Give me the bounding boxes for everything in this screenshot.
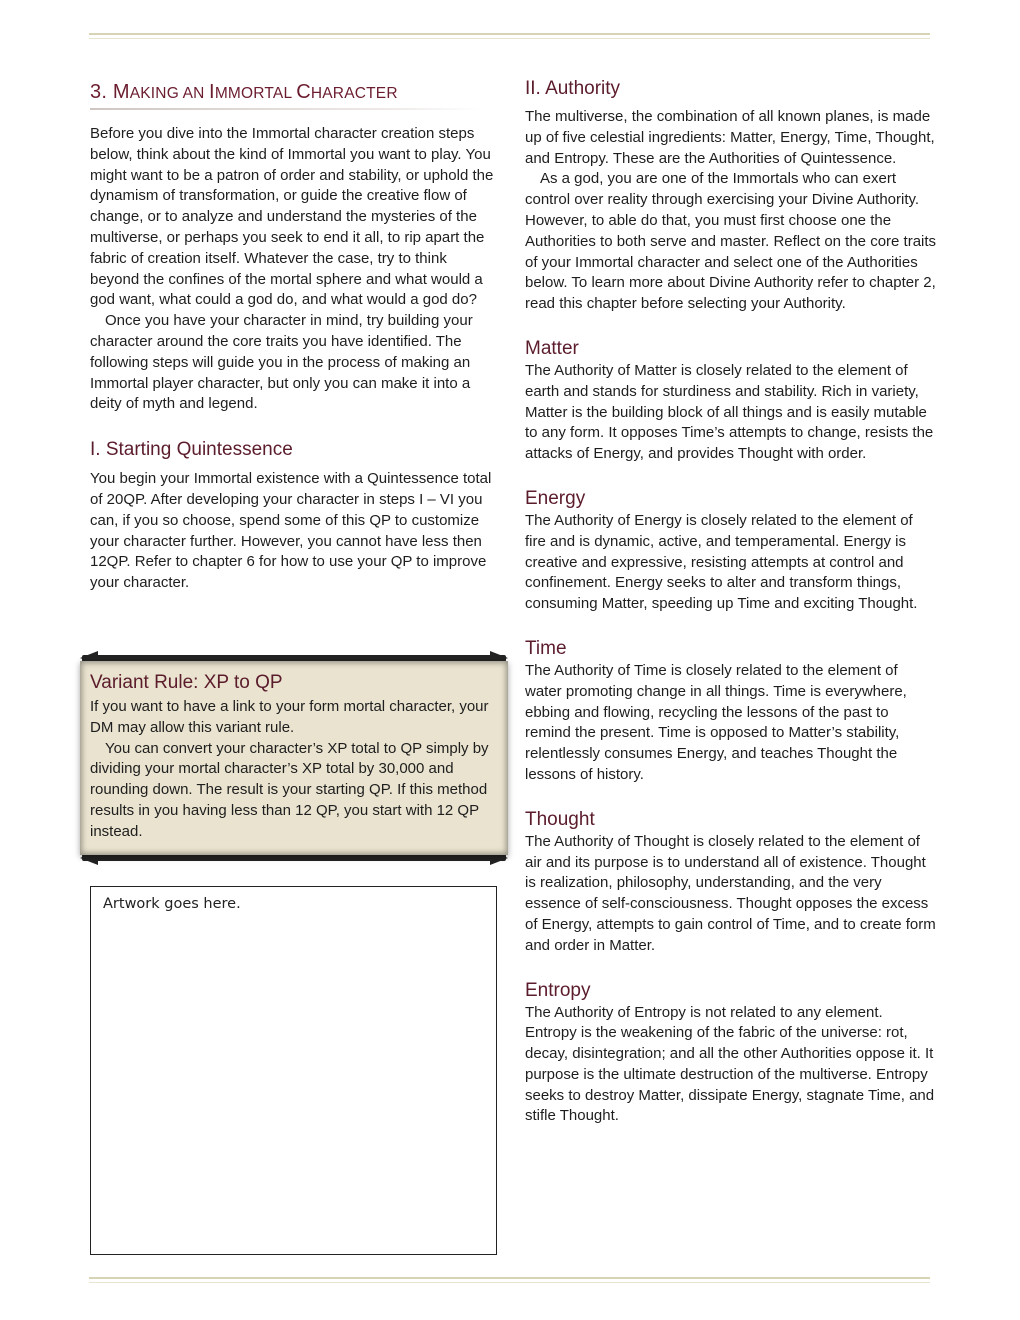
right-column [525, 78, 937, 1127]
authority-paragraph-2: As a god, you are one of the Immortals who can exert control over reality through exercising your Divine Authority. However, to able do that, you must first choose one the Authorities to both serve and master. Reflect on the core traits of your Immortal character and select one of the Authorities below. To learn more about Divine Authority refer to chapter 2, read this chapter before selecting your Authority. [525, 170, 937, 313]
intro-paragraph-1: Before you dive into the Immortal character creation steps below, think about the kind of Immortal you want to play. You might want to be a patron of order and stability, or uphold the dynamism of transformation, or guide the creative flow of change, or to analyze and understand the mysteries of the multiverse, or perhaps you seek to end it all, to rip apart the fabric of creation itself. Whatever the case, try to think beyond the confines of the mortal sphere and what would a god want, what could a god do, and what would a god do? [90, 125, 494, 309]
entropy-heading: Entropy [525, 979, 591, 1001]
starting-quintessence-heading: I. Starting Quintessence [90, 439, 293, 461]
thought-text: The Authority of Thought is closely related to the element of air and its purpose is to understand all of existence. Thought is realization, philosophy, understanding, and the very essence of self-consciousness. Thought opposes the excess of Energy, attempts to gain control of Time, and to create form and order in Matter. [525, 832, 936, 954]
variant-rule-paragraph-1: If you want to have a link to your form mortal character, your DM may allow this variant rule. [90, 698, 489, 736]
sidebar-panel [80, 661, 508, 855]
chapter-underline [90, 108, 480, 110]
authority-paragraph-1: The multiverse, the combination of all known planes, is made up of five celestial ingredients: Matter, Energy, Time, Thought, and Entropy. These are the Authorities of Quintessence. [525, 108, 935, 167]
starting-quintessence-text: You begin your Immortal existence with a Quintessence total of 20QP. After developing your character in steps I – VI you can, if you so choose, spend some of this QP to customize your character further. However, you cannot have less then 12QP. Refer to chapter 6 for how to use your QP to improve your character. [90, 470, 492, 592]
left-column [90, 78, 500, 594]
authority-heading: II. Authority [525, 78, 621, 99]
entropy-text: The Authority of Entropy is not related to any element. Entropy is the weakening of the fabric of the universe: rot, decay, disintegration; and all the other Authorities oppose it. It purpose is the ultimate destruction of the multiverse. Entropy seeks to destroy Matter, dissipate Energy, stagnate Time, and stifle Thought. [525, 1003, 935, 1125]
variant-rule-heading: Variant Rule: XP to QP [90, 672, 283, 693]
variant-rule-sidebar [78, 651, 510, 865]
artwork-placeholder-box [90, 886, 497, 1255]
energy-heading: Energy [525, 487, 586, 509]
bottom-rule [89, 1277, 930, 1283]
time-text: The Authority of Time is closely related to the element of water promoting change in all things. Time is everywhere, ebbing and flowing, recycling the lessons of the past to remind the present. Time is opposed to Matter’s stability, relentlessly consumes Energy, and teaches Thought the lessons of history. [525, 661, 907, 783]
thought-heading: Thought [525, 808, 595, 830]
energy-text: The Authority of Energy is closely related to the element of fire and is dynamic, active, and temperamental. Energy is creative and expressive, resisting attempts at control and confinement. Energy seeks to alter and transform things, consuming Matter, speeding up Time and exciting Thought. [525, 511, 918, 613]
sidebar-bottom-band [82, 854, 506, 861]
variant-rule-paragraph-2: You can convert your character’s XP total to QP simply by dividing your mortal character’s XP total by 30,000 and rounding down. The result is your starting QP. If this method results in you having less than 12 QP, you start with 12 QP instead. [90, 739, 489, 840]
chapter-number: 3. [90, 81, 113, 103]
intro-paragraph-2: Once you have your character in mind, try building your character around the core traits you have identified. The following steps will guide you in the process of making an Immortal player character, but only you can make it into a deity of myth and legend. [90, 312, 473, 413]
artwork-placeholder-text: Artwork goes here. [103, 896, 241, 912]
matter-heading: Matter [525, 337, 579, 359]
time-heading: Time [525, 637, 567, 659]
top-rule [89, 33, 930, 39]
chapter-title: 3. MAKING AN IMMORTAL CHARACTER [90, 81, 398, 103]
matter-text: The Authority of Matter is closely related to the element of earth and stands for sturdiness and stability. Rich in variety, Matter is the building block of all things and is easily mutable to any form. It opposes Time’s attempts to change, resists the attacks of Energy, and provides Thought with order. [525, 361, 934, 463]
